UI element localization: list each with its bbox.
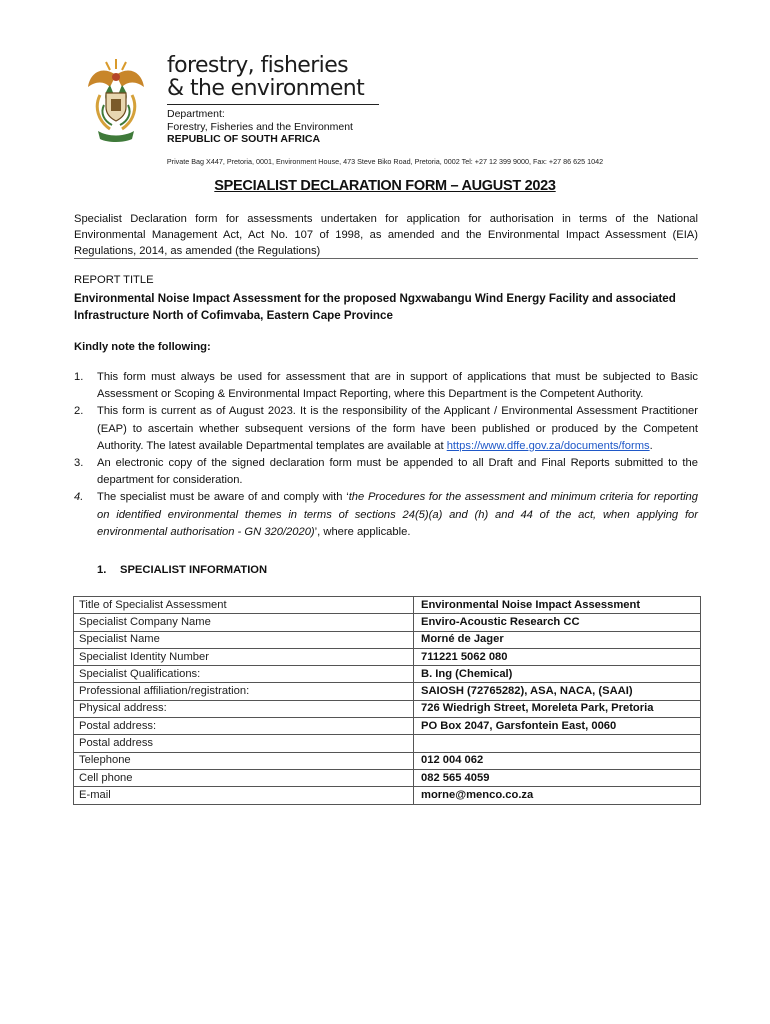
field-label: Specialist Name <box>74 631 414 648</box>
field-value: 012 004 062 <box>414 752 701 769</box>
report-title: Environmental Noise Impact Assessment for the proposed Ngxwabangu Wind Energy Facility and associated Infrastructure North of Cofimvaba, Eastern Cape Province <box>74 292 676 322</box>
brand-divider <box>167 104 379 105</box>
note-text: This form must always be used for assessment that are in support of applications that must be subjected to Basic Assessment or Scoping & Environmental Impact Reporting, where this Department is the Competent Authority. <box>97 371 698 401</box>
table-row <box>74 700 701 717</box>
brand-line-1: forestry, fisheries <box>167 53 348 78</box>
note-number: 1. <box>74 371 84 383</box>
table-row <box>74 735 701 752</box>
form-intro: Specialist Declaration form for assessments undertaken for application for authorisation in terms of the National Environmental Management Act, Act No. 107 of 1998, as amended and the Environmental Impact Assessment (EIA) Regulations, 2014, as amended (the Regulations) <box>74 213 698 257</box>
field-label: Postal address: <box>74 718 414 735</box>
coat-of-arms-icon <box>84 55 148 143</box>
table-row <box>74 597 701 614</box>
table-row <box>74 718 701 735</box>
note-item <box>74 455 698 489</box>
field-value: B. Ing (Chemical) <box>414 666 701 683</box>
note-text: An electronic copy of the signed declaration form must be appended to all Draft and Final Reports submitted to the department for consideration. <box>97 457 698 487</box>
section-heading <box>97 564 267 576</box>
forms-link[interactable]: https://www.dffe.gov.za/documents/forms <box>446 439 650 452</box>
section-title: SPECIALIST INFORMATION <box>120 564 268 576</box>
table-row <box>74 648 701 665</box>
specialist-info-table <box>73 596 701 805</box>
brand-line-2: & the environment <box>167 76 365 101</box>
field-value: Environmental Noise Impact Assessment <box>414 597 701 614</box>
field-label: Postal address <box>74 735 414 752</box>
form-title: SPECIALIST DECLARATION FORM – AUGUST 2023 <box>214 178 556 194</box>
field-value: 711221 5062 080 <box>414 648 701 665</box>
note-item <box>74 369 698 403</box>
field-value: SAIOSH (72765282), ASA, NACA, (SAAI) <box>414 683 701 700</box>
department-name <box>167 108 353 146</box>
dept-line-2: Forestry, Fisheries and the Environment <box>167 120 353 133</box>
field-label: Telephone <box>74 752 414 769</box>
table-row <box>74 752 701 769</box>
note-item <box>74 489 698 541</box>
field-label: Specialist Identity Number <box>74 648 414 665</box>
note-text-end: ’, where applicable. <box>314 525 411 538</box>
note-number: 4. <box>74 491 84 504</box>
note-number: 2. <box>74 405 84 418</box>
note-text-italic: the Procedures for the assessment and minimum criteria for reporting on identified environmental themes in terms of sections 24(5)(a) and (h) and 44 of the act, when applying for environmental authorisation - GN 320/2020) <box>97 491 698 538</box>
contact-address: Private Bag X447, Pretoria, 0001, Environment House, 473 Steve Biko Road, Pretoria, 0002 Tel: +27 12 399 9000, Fax: +27 86 625 1042 <box>166 157 604 166</box>
field-value: 082 565 4059 <box>414 769 701 786</box>
note-text: The specialist must be aware of and comply with ‘ <box>97 491 349 504</box>
report-title-label: REPORT TITLE <box>74 274 154 286</box>
note-number: 3. <box>74 457 84 470</box>
table-row <box>74 631 701 648</box>
field-value: Morné de Jager <box>414 631 701 648</box>
note-text: This form is current as of August 2023. It is the responsibility of the Applicant / Environmental Assessment Practitioner (EAP) to ascertain whether subsequent versions of the form have been published or produced by the Competent Authority. The latest available Departmental templates are available at <box>97 405 698 452</box>
field-label: E-mail <box>74 787 414 804</box>
field-label: Title of Specialist Assessment <box>74 597 414 614</box>
field-value: Enviro-Acoustic Research CC <box>414 614 701 631</box>
intro-divider <box>74 258 698 259</box>
field-value: PO Box 2047, Garsfontein East, 0060 <box>414 718 701 735</box>
table-row <box>74 787 701 804</box>
table-row <box>74 614 701 631</box>
field-value: morne@menco.co.za <box>414 787 701 804</box>
notes-list <box>74 369 698 541</box>
department-brand <box>167 54 364 100</box>
field-label: Specialist Company Name <box>74 614 414 631</box>
note-heading: Kindly note the following: <box>74 341 211 353</box>
table-row <box>74 683 701 700</box>
field-value <box>414 735 701 752</box>
field-value: 726 Wiedrigh Street, Moreleta Park, Pretoria <box>414 700 701 717</box>
field-label: Specialist Qualifications: <box>74 666 414 683</box>
note-item <box>74 403 698 455</box>
dept-line-1: Department: <box>167 108 225 120</box>
field-label: Physical address: <box>74 700 414 717</box>
field-label: Cell phone <box>74 769 414 786</box>
section-number: 1. <box>97 564 107 576</box>
note-text-end: . <box>649 439 653 452</box>
field-label: Professional affiliation/registration: <box>74 683 414 700</box>
table-row <box>74 769 701 786</box>
table-row <box>74 666 701 683</box>
dept-line-3: REPUBLIC OF SOUTH AFRICA <box>167 133 321 145</box>
